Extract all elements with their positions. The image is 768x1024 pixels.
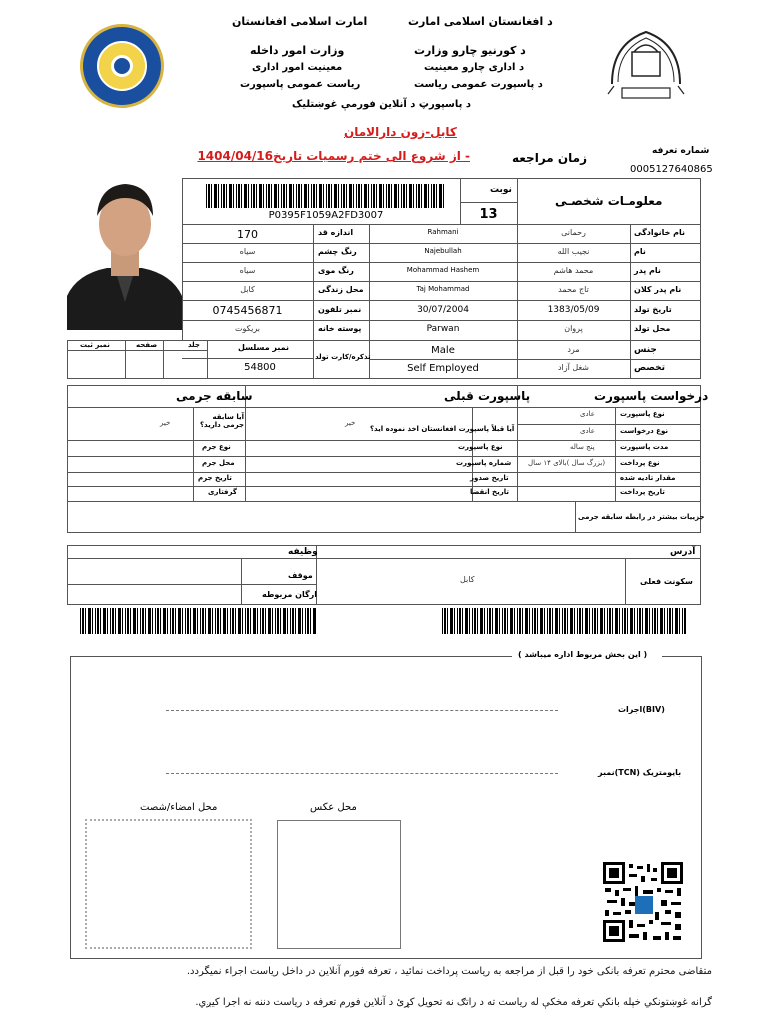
current-residence-value: کابل: [460, 575, 475, 584]
zone-title: کابل-زون دارالامان: [344, 125, 457, 139]
residence-value: کابل: [240, 285, 255, 294]
header-right-line2: د اداری چارو معینیت: [424, 62, 525, 73]
crime-date-label: تاریخ جرم: [198, 474, 232, 482]
ministry-seal: [80, 24, 164, 108]
office-section-legend: ( این بخش مربوط اداره میباشد ): [518, 650, 648, 659]
photo-area-label: محل عکس: [310, 802, 357, 813]
current-residence-label: سکونت فعلی: [640, 577, 693, 586]
serial-value: 54800: [244, 362, 276, 373]
passport-duration-label: مدت پاسپورت: [620, 443, 669, 451]
payment-type-label: نوع پرداخت: [620, 459, 660, 467]
prev-passport-issue-label: تاریخ صدور: [470, 474, 509, 482]
family-name-label: نام خانوادگی: [634, 228, 686, 237]
criminal-details-label: جزییات بیشتر در رابطه سابقه جرمی: [578, 513, 705, 521]
first-name-label: نام: [634, 247, 646, 256]
prev-passport-expiry-label: تاریخ انقضا: [470, 488, 509, 496]
height-value: 170: [237, 228, 258, 241]
payment-date-label: تاریخ پرداخت: [620, 488, 665, 496]
applicant-barcode: [206, 184, 446, 208]
header-right-line3: د پاسپورت عمومی ریاست: [414, 79, 543, 90]
hair-color-value: سیاه: [239, 266, 256, 275]
family-name-fa: رحمانی: [561, 228, 586, 237]
header-right-line1: د کورنیو چارو وزارت: [414, 44, 526, 57]
page-label: صفحه: [136, 341, 158, 349]
serial-label: نمبر مسلسل: [238, 343, 290, 352]
biv-label: اجرات(BIV): [618, 705, 665, 714]
father-name-label: نام پدر: [634, 266, 661, 275]
payment-type-value: (بزرگ سال )بالای ۱۴ سال: [528, 459, 606, 467]
date-line: - از شروع الی ختم رسمیات تاریخ1404/04/16: [197, 149, 470, 163]
prev-passport-number-label: شماره پاسپورت: [456, 459, 512, 467]
tcn-label: نمبر(TCN) بایومتریک: [598, 768, 682, 777]
qr-code: [603, 862, 683, 942]
occupation-en: Self Employed: [407, 363, 479, 374]
passport-type-value: عادی: [580, 410, 595, 418]
criminal-record-title: سابقه جرمی: [176, 389, 253, 403]
father-name-fa: محمد هاشم: [553, 266, 594, 275]
prev-passport-type-label: نوع پاسپورت: [458, 443, 503, 451]
previous-passport-question: آیا قبلاً پاسپورت افغانستان اخذ نموده اید؟: [370, 425, 515, 433]
header-left-line2: معینیت امور اداری: [252, 62, 343, 73]
birth-place-fa: پروان: [564, 324, 583, 333]
postal-label: پوسته خانه: [318, 324, 362, 333]
reg-number-label: نمبر ثبت: [80, 341, 110, 349]
crime-place-label: محل جرم: [202, 459, 235, 467]
gender-en: Male: [431, 345, 455, 356]
header-left-line3: ریاست عمومی پاسپورت: [240, 79, 361, 90]
height-label: اندازه قد: [318, 228, 354, 237]
amount-paid-label: مقدار تادیه شده: [620, 474, 676, 482]
eye-color-label: رنگ چشم: [318, 247, 357, 256]
request-type-value: عادی: [580, 427, 595, 435]
job-title: وظیفه: [288, 547, 318, 557]
request-type-label: نوع درخواست: [620, 427, 668, 435]
gender-fa: مرد: [567, 345, 580, 354]
previous-passport-title: پاسپورت قبلی: [444, 389, 531, 403]
father-name-en: Mohammad Hashem: [406, 266, 480, 274]
personal-section-title: معلومـات شخصـی: [555, 194, 663, 208]
header-left-title: امارت اسلامی افغانستان: [232, 15, 368, 28]
barcode-right: [442, 608, 686, 634]
footer-note-2: گرانه غوښتونکي خپله بانکي تعرفه مخکې له ریاست ته د راتګ نه تحویل کړئ د آنلاین فورم تعرفه د ریاست دننه نه اجرا کیږي.: [195, 997, 712, 1008]
grandfather-name-en: Taj Mohammad: [416, 285, 470, 293]
eye-color-value: سیاه: [239, 247, 256, 256]
passport-type-label: نوع پاسپورت: [620, 410, 665, 418]
tazkira-label: تذکره/کارت تولد: [315, 353, 371, 361]
first-name-en: Najebullah: [424, 247, 462, 255]
birth-place-label: محل تولد: [634, 324, 671, 333]
passport-request-title: درخواست پاسپورت: [594, 389, 709, 403]
biv-dotted-line: [166, 710, 558, 711]
emirate-emblem: [604, 24, 688, 108]
residence-label: محل زندگی: [318, 285, 364, 294]
footer-note-1: متقاضی محترم تعرفه بانکی خود را قبل از مراجعه به ریاست پرداخت نمائید ، تعرفه فورم آنلاین در داخل ریاست اجراء نمیگردد.: [186, 966, 712, 977]
criminal-answer: خیر: [160, 419, 171, 427]
criminal-question: آیا سابقه جرمی دارید؟: [199, 413, 244, 430]
tcn-dotted-line: [166, 773, 558, 774]
address-box: [67, 545, 701, 605]
signature-box: [85, 819, 252, 949]
barcode-left: [80, 608, 316, 634]
position-label: موقف: [288, 571, 313, 580]
postal-value: بریکوت: [235, 324, 260, 333]
header-right-title: د افغانستان اسلامی امارت: [408, 15, 553, 28]
tariff-label: شماره تعرفه: [652, 146, 710, 156]
address-title: آدرس: [670, 547, 696, 557]
occupation-fa: شغل آزاد: [557, 363, 590, 372]
arrest-label: گرفتاری: [208, 488, 237, 496]
turn-label: نوبت: [490, 185, 512, 195]
organization-label: ارگان مربوطه: [262, 590, 317, 599]
family-name-en: Rahmani: [427, 228, 459, 236]
occupation-label: تخصص: [634, 363, 666, 373]
gender-label: جنس: [634, 345, 657, 355]
tariff-number: 0005127640865: [630, 164, 713, 175]
hair-color-label: رنگ موی: [318, 266, 354, 275]
birth-date-gregorian: 30/07/2004: [417, 305, 469, 315]
barcode-text: P0395F1059A2FD3007: [268, 210, 384, 221]
first-name-fa: نجیب الله: [557, 247, 590, 256]
phone-value: 0745456871: [212, 304, 283, 317]
previous-passport-answer: خیر: [345, 419, 356, 427]
turn-value: 13: [479, 207, 498, 222]
passport-duration-value: پنج ساله: [570, 443, 595, 451]
birth-date-solar: 1383/05/09: [547, 305, 600, 315]
birth-date-label: تاریخ تولد: [634, 305, 672, 314]
volume-label: جلد: [188, 341, 200, 349]
phone-label: نمبر تلفون: [318, 305, 362, 314]
grandfather-name-fa: تاج محمد: [558, 285, 589, 294]
form-title: د پاسپورټ د آنلاین فورمې غوښتلیک: [292, 99, 472, 110]
crime-type-label: نوع جرم: [202, 443, 231, 451]
grandfather-name-label: نام پدر کلان: [634, 285, 682, 294]
photo-box: [277, 820, 401, 949]
signature-area-label: محل امضاء/شصت: [140, 802, 218, 813]
birth-place-en: Parwan: [426, 324, 460, 334]
header-left-line1: وزارت امور داخله: [250, 44, 345, 57]
visit-time-label: زمان مراجعه: [512, 151, 587, 165]
